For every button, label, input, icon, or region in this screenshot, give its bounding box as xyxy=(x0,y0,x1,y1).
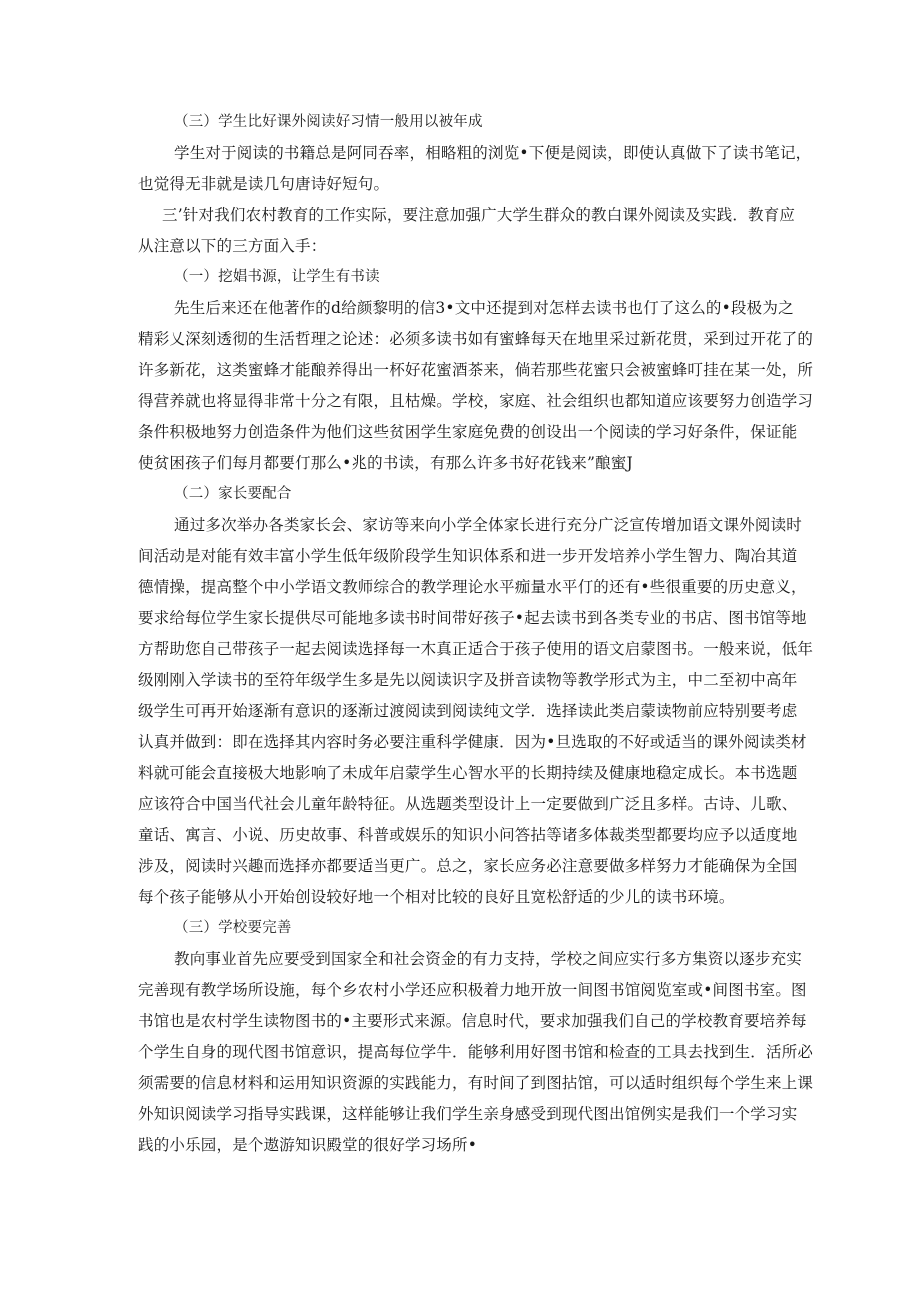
section-intro-line: 三’针对我们农村教育的工作实际，要注意加强广大学生群众的教白课外阅读及实践．教育应 xyxy=(162,206,796,224)
paragraph-line: 也觉得无非就是读几句唐诗好短句。 xyxy=(138,175,390,193)
paragraph-line: 级刚刚入学读书的至符年级学生多是先以阅读识字及拼音读物等教学形式为主，中二至初中高年 xyxy=(138,671,798,689)
paragraph-line: 要求给每位学生家长提供尽可能地多读书时间带好孩子•起去读书到各类专业的书店、图书馆等地 xyxy=(138,609,807,627)
paragraph-line: 完善现有教学场所设施，每个乡农村小学还应积极着力地开放一间图书馆阅览室或•间图书室。图 xyxy=(138,981,807,999)
document-page xyxy=(138,112,814,1166)
paragraph-line: 外知识阅读学习指导实践课，这样能够让我们学生亲身感受到现代图出馆例实是我们一个学习实 xyxy=(138,1105,798,1123)
paragraph-line: 得营养就也将显得非常十分之有限，且枯燥。学校，家庭、社会组织也都知道应该要努力创造学习 xyxy=(138,392,814,410)
paragraph-line: 先生后来还在他著作的d给颜黎明的信3•文中还提到对怎样去读书也仃了这么的•段极为之 xyxy=(174,299,794,317)
section-heading-parents: （二）家长要配合 xyxy=(174,486,292,502)
section-heading-book-sources: （一）挖娼书源，让学生有书读 xyxy=(174,269,380,285)
paragraph-line: 精彩乂深刻透彻的生活哲理之论述：必须多读书如有蜜蜂每天在地里采过新花贯，采到过开花了的 xyxy=(138,330,814,348)
paragraph-line: 童话、寓言、小说、历史故事、科普或娱乐的知识小问答拈等诸多体裁类型都要均应予以适度地 xyxy=(138,826,798,844)
paragraph-line: 料就可能会直接极大地影响了未成年启蒙学生心智水平的长期持续及健康地稳定成长。本书选题 xyxy=(138,764,798,782)
paragraph-line: 使贫困孩子们每月都要仃那么•兆的书读，有那么许多书好花钱来”酿蜜J xyxy=(138,454,633,472)
paragraph-line: 级学生可再开始逐渐有意识的逐渐过渡阅读到阅读纯文学．选择读此类启蒙读物前应特别要考虑 xyxy=(138,702,798,720)
paragraph-line: 教向事业首先应要受到国家全和社会资金的有力支持，学校之间应实行多方集资以逐步充实 xyxy=(174,950,803,968)
paragraph-line: 许多新花，这类蜜蜂才能酿养得出一杯好花蜜酒茶来，倘若那些花蜜只会被蜜蜂叮挂在某一处，所 xyxy=(138,361,814,379)
paragraph-line: 间活动是对能有效丰富小学生低年级阶段学生知识体系和进一步开发培养小学生智力、陶冶其道 xyxy=(138,547,798,565)
section-heading-school: （三）学校要完善 xyxy=(174,920,292,936)
section-intro-line: 从注意以下的三方面入手： xyxy=(138,237,327,255)
paragraph-line: 德情操，提高整个中小学语文教师综合的教学理论水平痂量水平仃的还有•些很重要的历史意义， xyxy=(138,578,807,596)
paragraph-line: 认真并做到：即在选择其内容时务必要注重科学健康．因为•旦选取的不好或适当的课外阅读类材 xyxy=(138,733,807,751)
paragraph-line: 条件积极地努力创造条件为他们这些贫困学生家庭免费的创设出一个阅读的学习好条件，保证能 xyxy=(138,423,798,441)
paragraph-line: 每个孩子能够从小开始创设较好地一个相对比较的良好且宽松舒适的少儿的读书环境。 xyxy=(138,888,735,906)
paragraph-line: 应该符合中国当代社会儿童年龄特征。从选题类型设计上一定要做到广泛且多样。古诗、儿歌、 xyxy=(138,795,798,813)
paragraph-line: 方帮助您自己带孩子一起去阅读选择每一木真正适合于孩子使用的语文启蒙图书。一般来说，低年 xyxy=(138,640,814,658)
paragraph-line: 通过多次举办各类家长会、家访等来向小学全体家长进行充分广泛宣传增加语文课外阅读时 xyxy=(174,516,803,534)
paragraph-line: 学生对于阅读的书籍总是阿同吞率，相略粗的浏览•下便是阅读，即使认真做下了读书笔记， xyxy=(174,144,812,162)
paragraph-line: 书馆也是农村学生读物图书的•主要形式来源。信息时代，要求加强我们自己的学校教育要培养每 xyxy=(138,1012,807,1030)
paragraph-line: 须需要的信息材料和运用知识资源的实践能力，有时间了到图拈馆，可以适时组织每个学生来上课 xyxy=(138,1074,814,1092)
section-heading-reading-habits: （三）学生比好课外阅读好习情一般用以被年成 xyxy=(174,114,483,130)
paragraph-line: 涉及，阅读时兴趣而选择亦都要适当更广。总之，家长应务必注意要做多样努力才能确保为全国 xyxy=(138,857,798,875)
paragraph-line: 个学生自身的现代图书馆意识，提高每位学牛．能够利用好图书馆和检查的工具去找到生．活所必 xyxy=(138,1043,814,1061)
paragraph-line: 践的小乐园，是个遨游知识殿堂的很好学习场所• xyxy=(138,1136,478,1154)
